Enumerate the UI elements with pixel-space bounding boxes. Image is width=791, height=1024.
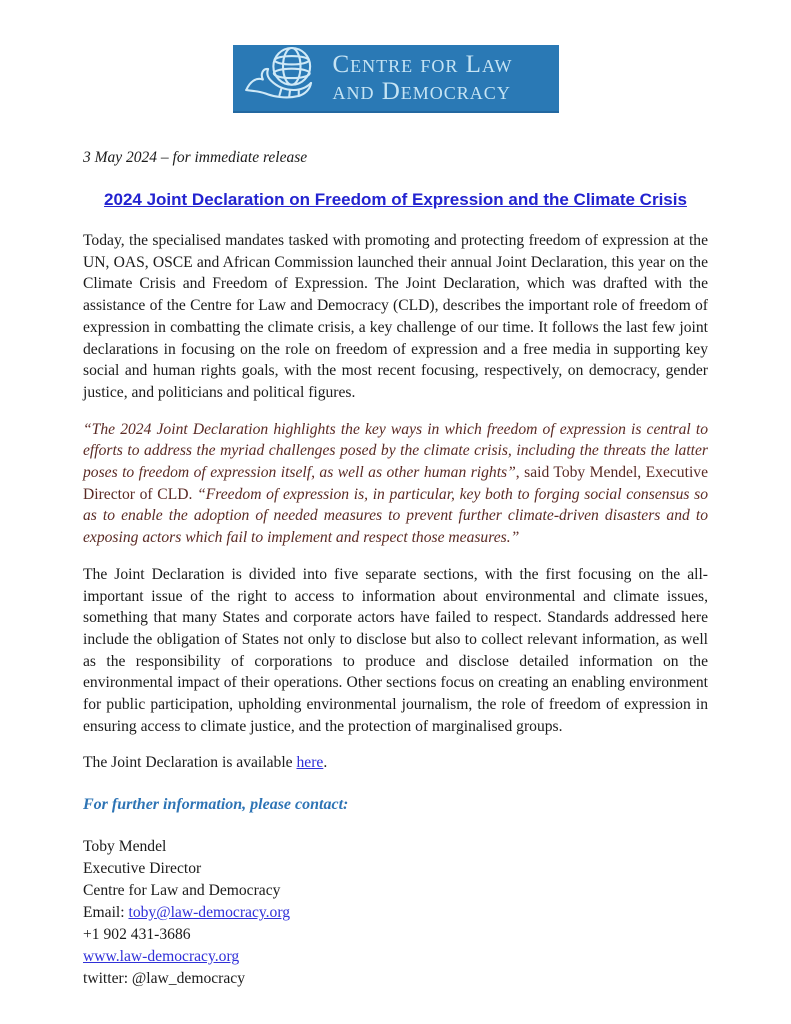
logo-line-1: Centre for Law xyxy=(332,51,513,78)
contact-email-line xyxy=(83,902,708,924)
document-body xyxy=(83,149,708,990)
logo-line-2: and Democracy xyxy=(332,78,511,105)
quote-attribution: , said Toby Mendel, Executive Director of CLD. xyxy=(83,464,708,503)
contact-org: Centre for Law and Democracy xyxy=(83,881,281,899)
contact-phone: +1 902 431-3686 xyxy=(83,925,191,943)
paragraph-quote xyxy=(83,419,708,549)
contact-section-heading: For further information, please contact: xyxy=(83,796,349,814)
contact-twitter: twitter: @law_democracy xyxy=(83,969,246,987)
contact-name: Toby Mendel xyxy=(83,838,167,856)
logo-banner xyxy=(233,45,559,113)
availability-suffix: . xyxy=(323,754,328,772)
release-dateline: 3 May 2024 – for immediate release xyxy=(83,149,308,166)
logo-wordmark xyxy=(333,51,513,105)
hand-holding-globe-icon xyxy=(239,41,327,116)
contact-website-line xyxy=(83,946,708,968)
contact-role: Executive Director xyxy=(83,860,202,878)
paragraph-availability xyxy=(83,752,708,774)
contact-block xyxy=(83,836,708,989)
quote-part-2: “Freedom of expression is, in particular, key both to forging social consensus so as to enable the adoption of needed measures to prevent further climate-driven disasters and to exposing actors which fail to implement and respect those measures.” xyxy=(83,485,708,547)
quote-part-1: “The 2024 Joint Declaration highlights the key ways in which freedom of expression is central to efforts to address the myriad challenges posed by the climate crisis, including the threats the latter poses to freedom of expression itself, as well as other human rights” xyxy=(83,420,708,482)
website-link[interactable]: www.law-democracy.org xyxy=(83,947,240,965)
availability-prefix: The Joint Declaration is available xyxy=(83,754,297,772)
email-link[interactable]: toby@law-democracy.org xyxy=(128,903,291,921)
email-label: Email: xyxy=(83,903,129,921)
paragraph-intro: Today, the specialised mandates tasked with promoting and protecting freedom of expression at the UN, OAS, OSCE and African Commission launched their annual Joint Declaration, this year on the Climate Crisis and Freedom of Expression. The Joint Declaration, which was drafted with the assistance of the Centre for Law and Democracy (CLD), describes the important role of freedom of expression in combatting the climate crisis, a key challenge of our time. It follows the last few joint declarations in focusing on the role on freedom of expression and a free media in supporting key social and human rights goals, with the most recent focusing, respectively, on democracy, gender justice, and politicians and political figures. xyxy=(83,232,708,401)
document-title: 2024 Joint Declaration on Freedom of Expression and the Climate Crisis xyxy=(104,190,687,209)
paragraph-sections: The Joint Declaration is divided into five separate sections, with the first focusing on the all-important issue of the right to access to information about environmental and climate issues, something that many States and corporate actors have failed to respect. Standards addressed here include the obligation of States not only to disclose but also to collect relevant information, as well as the responsibility of corporations to produce and disclose detailed information on the environmental impact of their operations. Other sections focus on creating an enabling environment for public participation, upholding environmental journalism, the role of freedom of expression in ensuring access to climate justice, and the protection of marginalised groups. xyxy=(83,565,708,735)
declaration-here-link[interactable]: here xyxy=(296,754,324,772)
